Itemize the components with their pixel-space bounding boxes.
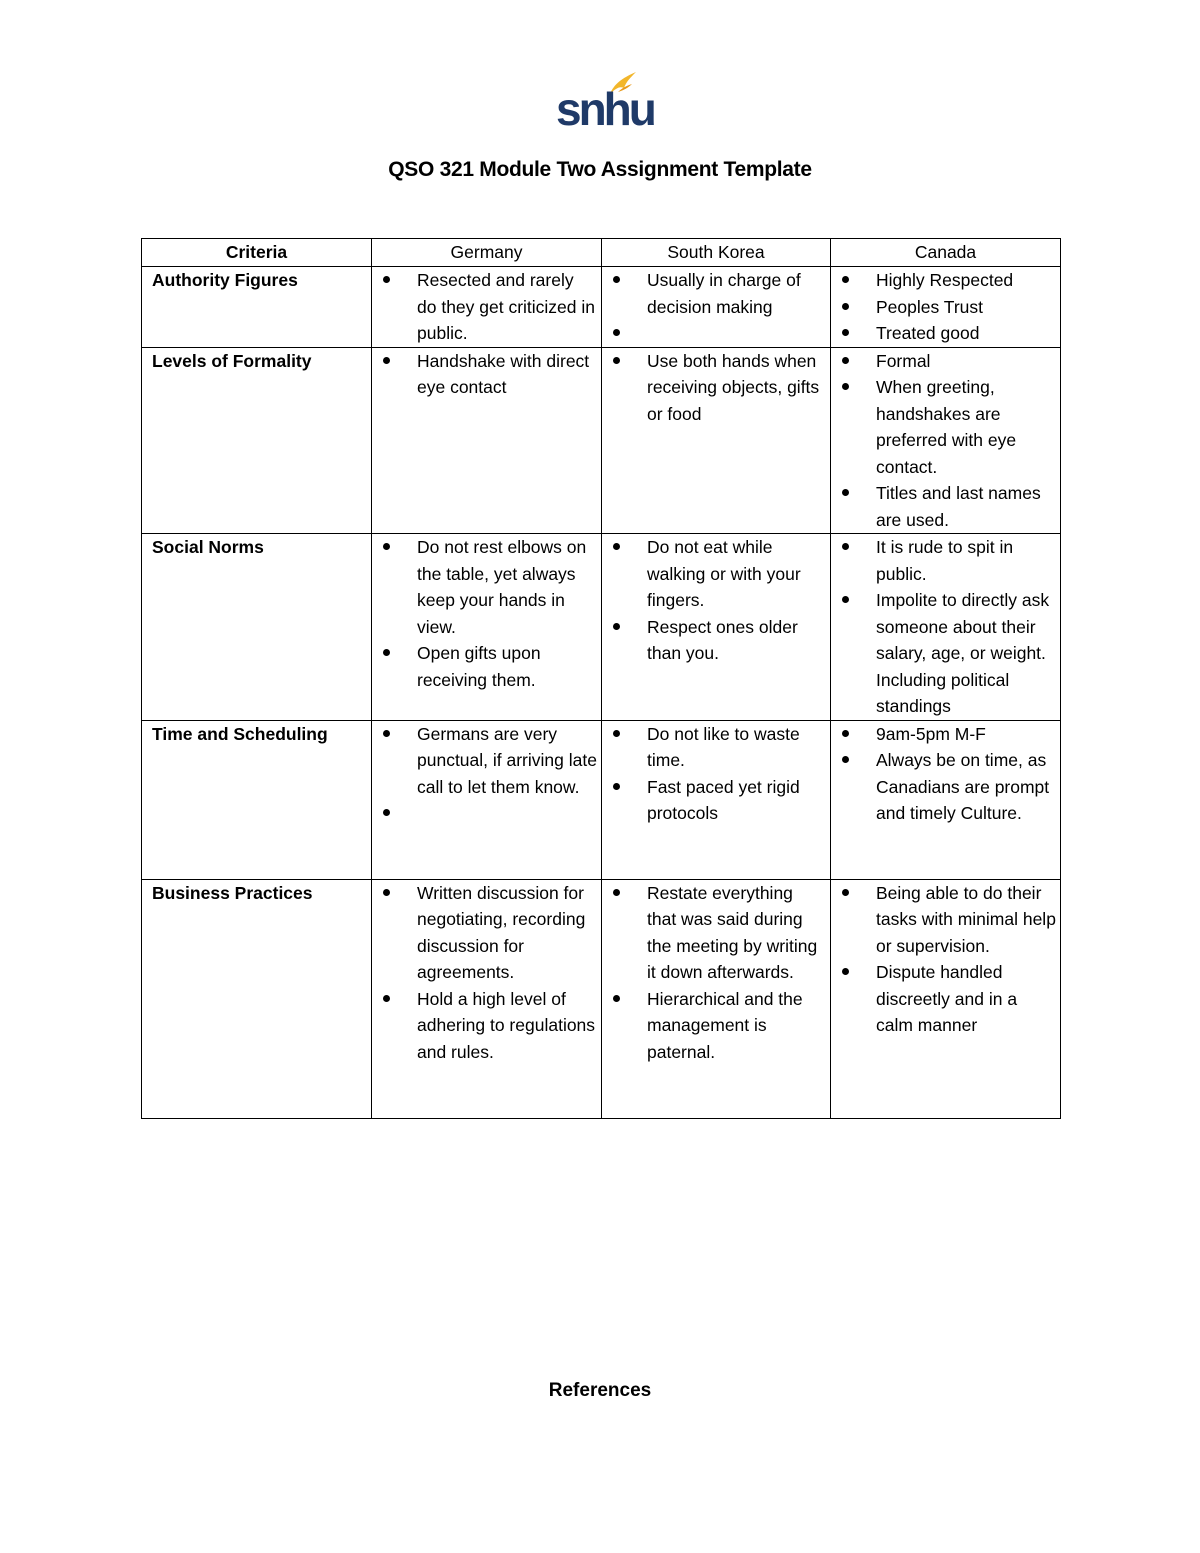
- list-item: Peoples Trust: [831, 294, 1060, 321]
- header-south-korea: South Korea: [602, 239, 831, 267]
- south-korea-cell: [602, 267, 831, 348]
- canada-cell: [831, 720, 1061, 879]
- snhu-logo: [548, 70, 654, 136]
- list-item: Hold a high level of adhering to regulations and rules.: [372, 986, 601, 1066]
- header-germany: Germany: [372, 239, 602, 267]
- germany-cell: [372, 879, 602, 1118]
- bullet-list: [372, 348, 601, 401]
- list-item: Usually in charge of decision making: [602, 267, 830, 320]
- list-item: Handshake with direct eye contact: [372, 348, 601, 401]
- table-row: [142, 347, 1061, 534]
- bullet-list: [831, 534, 1060, 720]
- logo-wordmark: snhu: [556, 83, 654, 135]
- bullet-list: [831, 267, 1060, 347]
- bullet-list: [372, 721, 601, 827]
- list-item: Formal: [831, 348, 1060, 375]
- list-item: Do not eat while walking or with your fingers.: [602, 534, 830, 614]
- bullet-list: [372, 534, 601, 693]
- south-korea-cell: [602, 720, 831, 879]
- bullet-list: [602, 534, 830, 667]
- bullet-list: [831, 880, 1060, 1039]
- header-criteria: Criteria: [142, 239, 372, 267]
- germany-cell: [372, 347, 602, 534]
- criteria-table: [141, 238, 1061, 1119]
- bullet-list: [602, 880, 830, 1066]
- criteria-cell: Levels of Formality: [142, 347, 372, 534]
- list-item: Fast paced yet rigid protocols: [602, 774, 830, 827]
- list-item: When greeting, handshakes are preferred with eye contact.: [831, 374, 1060, 480]
- list-item: Do not rest elbows on the table, yet always keep your hands in view.: [372, 534, 601, 640]
- bullet-list: [831, 721, 1060, 827]
- list-item: Restate everything that was said during the meeting by writing it down afterwards.: [602, 880, 830, 986]
- table-row: [142, 267, 1061, 348]
- bullet-list: [831, 348, 1060, 534]
- table-body: [142, 267, 1061, 1119]
- list-item: 9am-5pm M-F: [831, 721, 1060, 748]
- south-korea-cell: [602, 534, 831, 721]
- table-row: [142, 720, 1061, 879]
- canada-cell: [831, 879, 1061, 1118]
- bullet-list: [602, 348, 830, 428]
- table-row: [142, 879, 1061, 1118]
- list-item: Hierarchical and the management is paternal.: [602, 986, 830, 1066]
- criteria-cell: Authority Figures: [142, 267, 372, 348]
- canada-cell: [831, 347, 1061, 534]
- list-item: Resected and rarely do they get criticized in public.: [372, 267, 601, 347]
- table-row: [142, 534, 1061, 721]
- document-title: QSO 321 Module Two Assignment Template: [388, 158, 812, 181]
- list-item: Do not like to waste time.: [602, 721, 830, 774]
- list-item: Being able to do their tasks with minimal help or supervision.: [831, 880, 1060, 960]
- list-item: Impolite to directly ask someone about their salary, age, or weight. Including political standings: [831, 587, 1060, 720]
- list-item: [602, 320, 830, 347]
- list-item: Treated good: [831, 320, 1060, 347]
- bullet-list: [602, 267, 830, 347]
- canada-cell: [831, 267, 1061, 348]
- list-item: Open gifts upon receiving them.: [372, 640, 601, 693]
- list-item: Always be on time, as Canadians are prompt and timely Culture.: [831, 747, 1060, 827]
- criteria-cell: Social Norms: [142, 534, 372, 721]
- germany-cell: [372, 720, 602, 879]
- south-korea-cell: [602, 347, 831, 534]
- list-item: Respect ones older than you.: [602, 614, 830, 667]
- criteria-cell: Time and Scheduling: [142, 720, 372, 879]
- header-canada: Canada: [831, 239, 1061, 267]
- south-korea-cell: [602, 879, 831, 1118]
- canada-cell: [831, 534, 1061, 721]
- list-item: It is rude to spit in public.: [831, 534, 1060, 587]
- list-item: Dispute handled discreetly and in a calm manner: [831, 959, 1060, 1039]
- bullet-list: [372, 267, 601, 347]
- germany-cell: [372, 534, 602, 721]
- references-heading: References: [548, 1380, 652, 1401]
- list-item: Titles and last names are used.: [831, 480, 1060, 533]
- list-item: Germans are very punctual, if arriving late call to let them know.: [372, 721, 601, 801]
- list-item: Written discussion for negotiating, recording discussion for agreements.: [372, 880, 601, 986]
- list-item: [372, 800, 601, 827]
- criteria-cell: Business Practices: [142, 879, 372, 1118]
- germany-cell: [372, 267, 602, 348]
- list-item: Highly Respected: [831, 267, 1060, 294]
- list-item: Use both hands when receiving objects, gifts or food: [602, 348, 830, 428]
- bullet-list: [602, 721, 830, 827]
- table-header-row: [142, 239, 1061, 267]
- bullet-list: [372, 880, 601, 1066]
